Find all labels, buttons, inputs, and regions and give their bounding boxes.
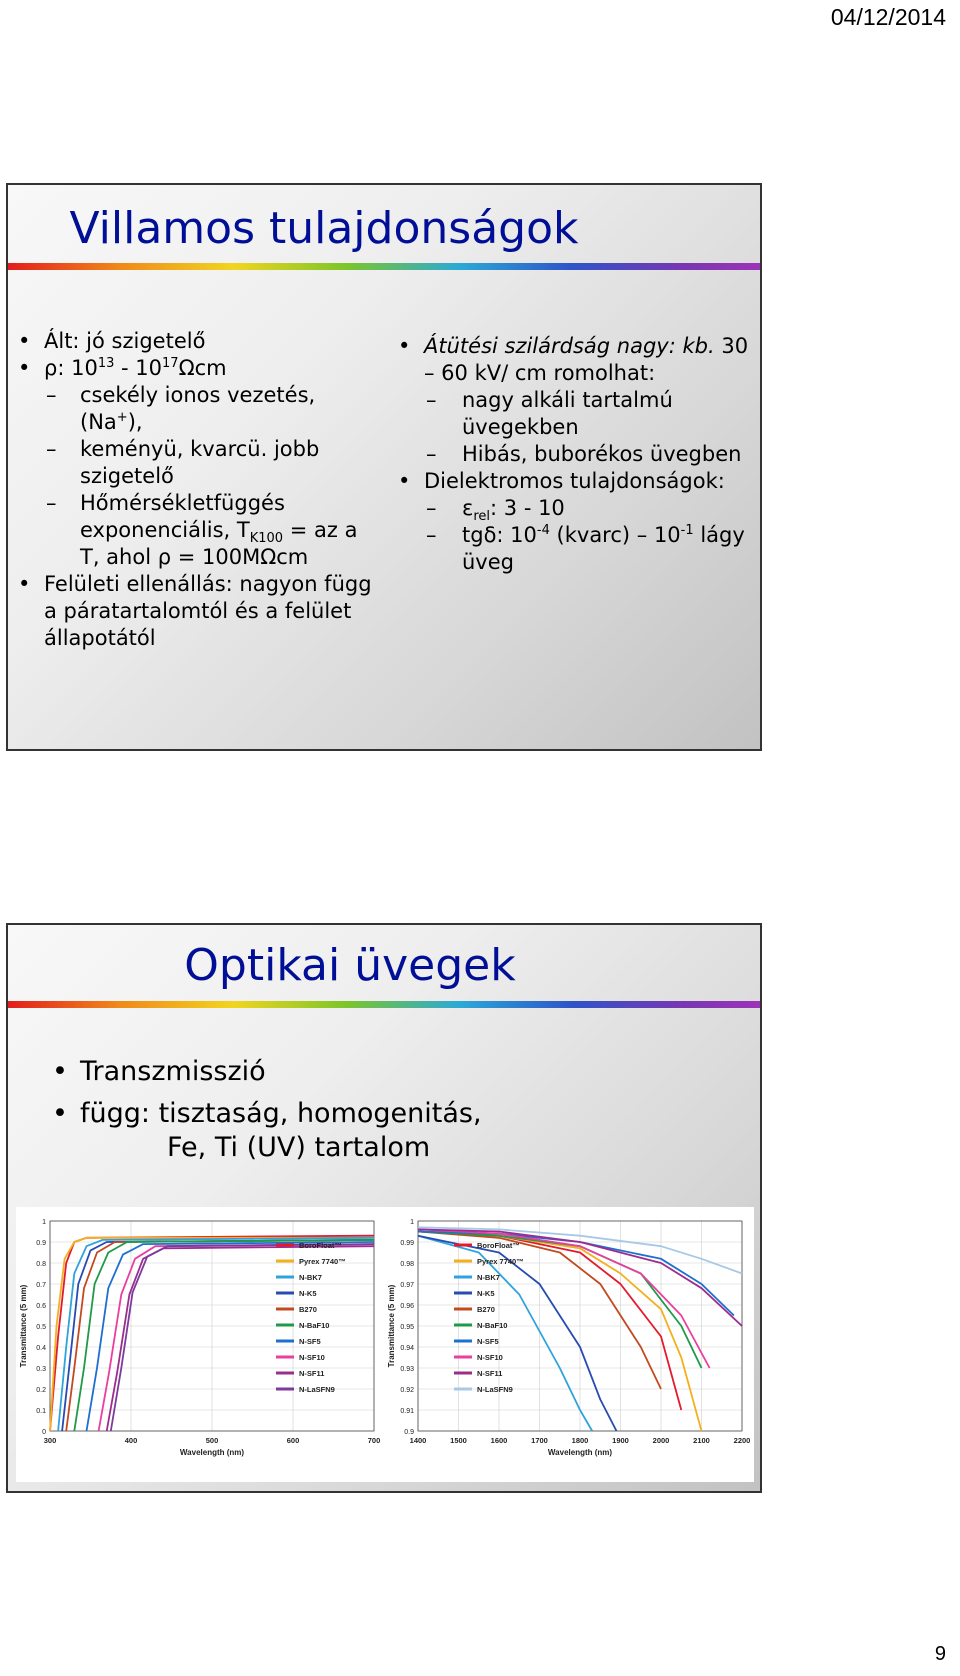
transmittance-chart-infrared xyxy=(384,1207,754,1482)
y-tick-label: 0.4 xyxy=(36,1345,46,1352)
slide-title: Villamos tulajdonságok xyxy=(69,203,579,254)
legend-entry: Pyrex 7740™ xyxy=(299,1257,346,1266)
bullet-icon: • xyxy=(18,356,31,380)
rainbow-divider xyxy=(8,1001,760,1008)
legend-entry: N-LaSFN9 xyxy=(477,1385,513,1394)
series-line xyxy=(58,1238,374,1431)
y-tick-label: 0.93 xyxy=(400,1366,414,1373)
dash-icon: – xyxy=(426,496,437,520)
y-tick-label: 1 xyxy=(410,1219,414,1226)
y-tick-label: 0.9 xyxy=(404,1429,414,1436)
bullet-item: • Dielektromos tulajdonságok: xyxy=(398,469,725,493)
x-axis-label: Wavelength (nm) xyxy=(547,1448,613,1457)
y-tick-label: 0.92 xyxy=(400,1387,414,1394)
header-date: 04/12/2014 xyxy=(830,4,946,30)
dash-icon: – xyxy=(46,491,57,515)
y-tick-label: 0.6 xyxy=(36,1303,46,1310)
y-axis-label: Transmittance (5 mm) xyxy=(19,1284,28,1368)
slide-optikai xyxy=(6,923,762,1493)
y-tick-label: 0 xyxy=(42,1429,46,1436)
legend-entry: N-SF11 xyxy=(477,1369,503,1378)
bullet-continuation: Fe, Ti (UV) tartalom xyxy=(167,1132,431,1163)
bullet-item: • Átütési szilárdság nagy: kb. 30 – 60 kV/ cm romolhat: xyxy=(398,334,749,385)
y-tick-label: 0.97 xyxy=(400,1282,414,1289)
legend-entry: B270 xyxy=(477,1305,495,1314)
x-tick-label: 400 xyxy=(124,1436,138,1445)
sub-item: – Hőmérsékletfüggés exponenciális, $T_{K100}$ = az a T, ahol ρ = 100MΩcm xyxy=(46,491,358,569)
y-axis-label: Transmittance (5 mm) xyxy=(387,1284,396,1368)
dash-icon: – xyxy=(426,523,437,547)
sub-item: – csekély ionos vezetés, (Na+), xyxy=(46,383,316,434)
bullet-item: • függ: tisztaság, homogenitás, xyxy=(52,1098,482,1129)
legend-entry: N-BK7 xyxy=(477,1273,500,1282)
legend-entry: BoroFloat™ xyxy=(299,1241,342,1250)
x-tick-label: 600 xyxy=(286,1436,300,1445)
y-tick-label: 0.94 xyxy=(400,1345,414,1352)
dash-icon: – xyxy=(46,437,57,461)
legend-entry: N-SF5 xyxy=(299,1337,321,1346)
bullet-icon: • xyxy=(398,469,411,493)
y-tick-label: 0.3 xyxy=(36,1366,46,1373)
dash-icon: – xyxy=(426,442,437,466)
x-axis-label: Wavelength (nm) xyxy=(179,1448,245,1457)
x-tick-label: 500 xyxy=(205,1436,219,1445)
legend-entry: BoroFloat™ xyxy=(477,1241,520,1250)
legend-entry: N-BK7 xyxy=(299,1273,322,1282)
legend-entry: N-K5 xyxy=(299,1289,317,1298)
series-line xyxy=(111,1244,374,1431)
y-tick-label: 0.9 xyxy=(36,1240,46,1247)
y-tick-label: 0.1 xyxy=(36,1408,46,1415)
sub-item: – $\varepsilon_{rel}$: 3 - 10 xyxy=(426,496,565,525)
right-column xyxy=(398,333,758,576)
bullet-icon: • xyxy=(52,1098,68,1129)
y-tick-label: 0.8 xyxy=(36,1261,46,1268)
legend-entry: N-SF10 xyxy=(477,1353,503,1362)
bullet-item: • Transzmisszió xyxy=(52,1056,266,1087)
bullet-item: • Felületi ellenállás: nagyon függ a páratartalomtól és a felület állapotától xyxy=(18,572,372,650)
transmittance-chart-visible xyxy=(16,1207,386,1482)
y-tick-label: 1 xyxy=(42,1219,46,1226)
bullet-icon: • xyxy=(18,572,31,596)
x-tick-label: 1600 xyxy=(490,1436,508,1445)
x-tick-label: 2200 xyxy=(733,1436,751,1445)
rainbow-divider xyxy=(8,263,760,270)
slide2-list xyxy=(52,1055,482,1165)
y-tick-label: 0.95 xyxy=(400,1324,414,1331)
y-tick-label: 0.99 xyxy=(400,1240,414,1247)
legend-entry: N-SF10 xyxy=(299,1353,325,1362)
slide-title: Optikai üvegek xyxy=(184,940,516,991)
legend-entry: B270 xyxy=(299,1305,317,1314)
dash-icon: – xyxy=(46,383,57,407)
dash-icon: – xyxy=(426,388,437,412)
legend-entry: Pyrex 7740™ xyxy=(477,1257,524,1266)
sub-item: – tgδ: $10^{-4}$ (kvarc) – $10^{-1}$ lágy üveg xyxy=(426,523,745,574)
left-column xyxy=(18,328,373,652)
legend-entry: N-LaSFN9 xyxy=(299,1385,335,1394)
x-tick-label: 700 xyxy=(367,1436,381,1445)
bullet-icon: • xyxy=(18,329,31,353)
x-tick-label: 2000 xyxy=(652,1436,670,1445)
x-tick-label: 1900 xyxy=(612,1436,629,1445)
legend-entry: N-SF5 xyxy=(477,1337,499,1346)
y-tick-label: 0.98 xyxy=(400,1261,414,1268)
page-number: 9 xyxy=(934,1643,946,1665)
y-tick-label: 0.2 xyxy=(36,1387,46,1394)
legend-entry: N-BaF10 xyxy=(299,1321,330,1330)
legend-entry: N-BaF10 xyxy=(477,1321,508,1330)
legend-entry: N-K5 xyxy=(477,1289,495,1298)
x-tick-label: 1800 xyxy=(571,1436,589,1445)
bullet-item: • Ált: jó szigetelő xyxy=(18,329,206,353)
series-line xyxy=(99,1244,374,1431)
slide-villamos xyxy=(6,183,762,751)
series-line xyxy=(107,1246,374,1431)
y-tick-label: 0.91 xyxy=(400,1408,414,1415)
y-tick-label: 0.7 xyxy=(36,1282,46,1289)
series-line xyxy=(74,1240,374,1431)
x-tick-label: 1400 xyxy=(409,1436,427,1445)
bullet-item: • ρ: $10^{13} - 10^{17}\Omega cm$ xyxy=(18,356,227,380)
sub-item: – keményü, kvarcü. jobb szigetelő xyxy=(46,437,320,488)
bullet-icon: • xyxy=(398,334,411,358)
legend-entry: N-SF11 xyxy=(299,1369,325,1378)
sub-item: – Hibás, buborékos üvegben xyxy=(426,442,742,466)
y-tick-label: 0.5 xyxy=(36,1324,46,1331)
x-tick-label: 1700 xyxy=(531,1436,548,1445)
x-tick-label: 2100 xyxy=(693,1436,710,1445)
chart-svg xyxy=(16,1207,386,1482)
series-line xyxy=(62,1240,374,1431)
y-tick-label: 0.96 xyxy=(400,1303,414,1310)
x-tick-label: 1500 xyxy=(450,1436,467,1445)
x-tick-label: 300 xyxy=(43,1436,57,1445)
sub-item: – nagy alkáli tartalmú üvegekben xyxy=(426,388,673,439)
bullet-icon: • xyxy=(52,1056,68,1087)
chart-svg xyxy=(384,1207,754,1482)
